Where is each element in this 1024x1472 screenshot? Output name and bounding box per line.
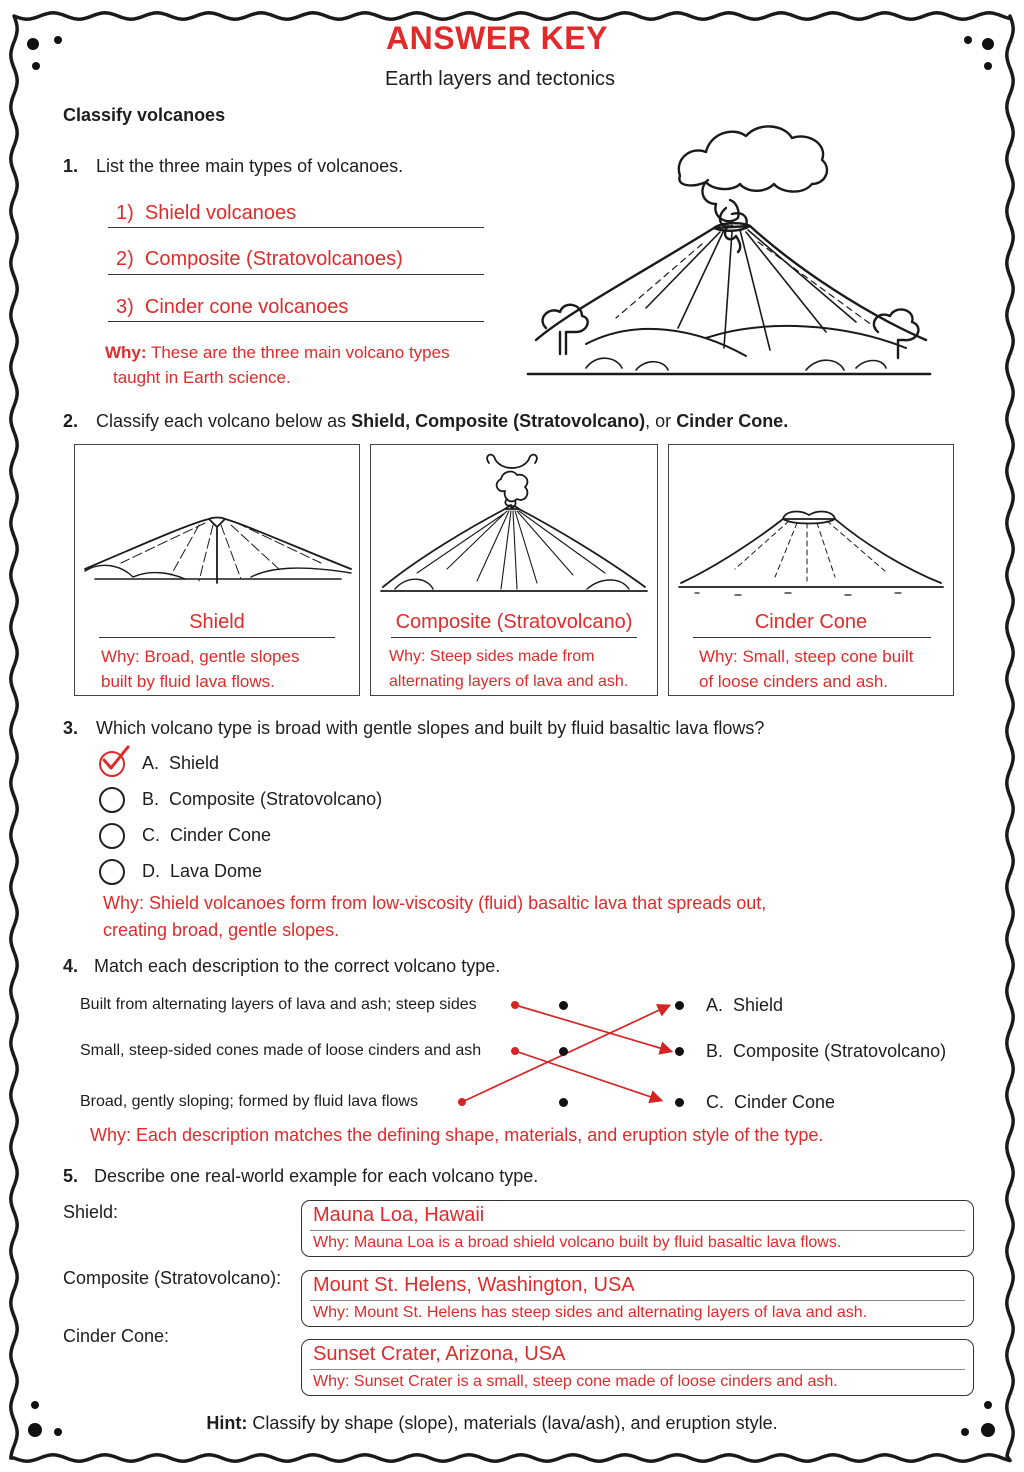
panel-composite-why-1: Why: Steep sides made from (389, 648, 595, 665)
checkmark-icon (98, 744, 132, 774)
q4-mid-dot-1 (559, 1001, 568, 1010)
q1-why-label: Why: (105, 343, 147, 362)
q4-prompt: Match each description to the correct volcano type. (94, 956, 501, 976)
q5-answer-box-cinder[interactable] (301, 1339, 974, 1396)
q3-option-b: B. Composite (Stratovolcano) (142, 789, 383, 809)
panel-cinder-cone (668, 444, 954, 696)
q1-prompt: List the three main types of volcanoes. (96, 156, 404, 176)
q1-answer-1: 1) Shield volcanoes (116, 202, 297, 224)
q4-type-dot-b[interactable] (675, 1047, 684, 1056)
q1-why (105, 340, 450, 390)
q4-description-1: Built from alternating layers of lava and ash; steep sides (80, 996, 477, 1013)
q2-prompt (96, 410, 788, 432)
q1-answer-3: 3) Cinder cone volcanoes (116, 296, 349, 318)
q2-prompt-mid: , or (645, 411, 677, 431)
q4-description-3: Broad, gently sloping; formed by fluid lava flows (80, 1093, 418, 1110)
q1-answer-line-1 (108, 227, 484, 228)
q3-option-c: C. Cinder Cone (142, 825, 272, 845)
q4-mid-dot-3 (559, 1098, 568, 1107)
q4-type-c: C. Cinder Cone (706, 1092, 836, 1112)
q2-option-1: Shield, Composite (Stratovolcano) (351, 411, 646, 431)
panel-composite-answer: Composite (Stratovolcano) (395, 611, 633, 633)
q2-prompt-start: Classify each volcano below as (96, 411, 352, 431)
page-title: ANSWER KEY (386, 20, 608, 56)
q5-answer-cinder: Sunset Crater, Arizona, USA (313, 1343, 566, 1365)
q4-why: Why: Each description matches the defining shape, materials, and eruption style of the type. (90, 1125, 824, 1145)
q5-number: 5. (63, 1166, 79, 1186)
q1-answer-line-2 (108, 274, 484, 275)
q5-why-composite: Why: Mount St. Helens has steep sides and alternating layers of lava and ash. (313, 1304, 868, 1321)
q3-radio-d[interactable] (99, 859, 125, 885)
q4-mid-dot-2 (559, 1047, 568, 1056)
q5-answer-box-composite[interactable] (301, 1270, 974, 1327)
match-line-2 (515, 1051, 660, 1100)
q3-why-line-2: creating broad, gentle slopes. (103, 920, 340, 940)
q5-answer-composite: Mount St. Helens, Washington, USA (313, 1274, 635, 1296)
q4-type-dot-c[interactable] (675, 1098, 684, 1107)
q5-prompt: Describe one real-world example for each volcano type. (94, 1166, 539, 1186)
q5-answer-shield: Mauna Loa, Hawaii (313, 1204, 485, 1226)
q5-label-composite: Composite (Stratovolcano): (63, 1268, 282, 1288)
q5-label-shield: Shield: (63, 1202, 119, 1222)
erupting-volcano-illustration (526, 118, 938, 382)
panel-cinder-line (693, 637, 931, 638)
section-title: Classify volcanoes (63, 105, 226, 125)
shield-volcano-illustration (81, 505, 355, 591)
hint-text: Classify by shape (slope), materials (lava/ash), and eruption style. (247, 1413, 778, 1433)
q1-answer-line-3 (108, 321, 484, 322)
panel-shield-answer: Shield (189, 611, 245, 633)
panel-shield-why-1: Why: Broad, gentle slopes (101, 647, 300, 666)
q4-description-2: Small, steep-sided cones made of loose cinders and ash (80, 1042, 482, 1059)
q5-answer-rule-cinder (310, 1369, 965, 1370)
q4-type-b: B. Composite (Stratovolcano) (706, 1041, 947, 1061)
q2-number: 2. (63, 411, 79, 431)
q4-number: 4. (63, 956, 79, 976)
panel-composite (370, 444, 658, 696)
panel-cinder-why-2: of loose cinders and ash. (699, 672, 889, 691)
q3-radio-c[interactable] (99, 823, 125, 849)
q5-answer-box-shield[interactable] (301, 1200, 974, 1257)
q1-number: 1. (63, 156, 79, 176)
hint (0, 1412, 984, 1434)
match-line-1 (515, 1005, 670, 1051)
q3-why-line-1: Why: Shield volcanoes form from low-viscosity (fluid) basaltic lava that spreads out, (103, 893, 767, 913)
q1-why-line1: These are the three main volcano types (146, 343, 450, 362)
q4-type-dot-a[interactable] (675, 1001, 684, 1010)
q3-option-d: D. Lava Dome (142, 861, 263, 881)
q5-label-cinder: Cinder Cone: (63, 1326, 170, 1346)
q3-option-a: A. Shield (142, 753, 220, 773)
panel-composite-line (391, 637, 637, 638)
q5-why-cinder: Why: Sunset Crater is a small, steep cone made of loose cinders and ash. (313, 1373, 838, 1390)
q5-why-shield: Why: Mauna Loa is a broad shield volcano built by fluid basaltic lava flows. (313, 1234, 842, 1251)
q2-option-2: Cinder Cone. (676, 411, 789, 431)
q1-why-line2: taught in Earth science. (113, 368, 291, 387)
q4-type-a: A. Shield (706, 995, 784, 1015)
panel-cinder-answer: Cinder Cone (754, 611, 868, 633)
hint-label: Hint: (206, 1413, 248, 1433)
panel-shield (74, 444, 360, 696)
panel-cinder-why-1: Why: Small, steep cone built (699, 647, 914, 666)
composite-volcano-illustration (377, 449, 651, 595)
q3-number: 3. (63, 718, 79, 738)
panel-shield-line (99, 637, 335, 638)
cinder-cone-illustration (675, 505, 949, 605)
page-subtitle: Earth layers and tectonics (384, 68, 616, 90)
q3-radio-b[interactable] (99, 787, 125, 813)
q5-answer-rule-shield (310, 1230, 965, 1231)
q5-answer-rule-composite (310, 1300, 965, 1301)
q1-answer-2: 2) Composite (Stratovolcanoes) (116, 248, 403, 270)
panel-composite-why-2: alternating layers of lava and ash. (389, 673, 629, 690)
panel-shield-why-2: built by fluid lava flows. (101, 672, 275, 691)
q3-prompt: Which volcano type is broad with gentle slopes and built by fluid basaltic lava flows? (96, 718, 765, 738)
